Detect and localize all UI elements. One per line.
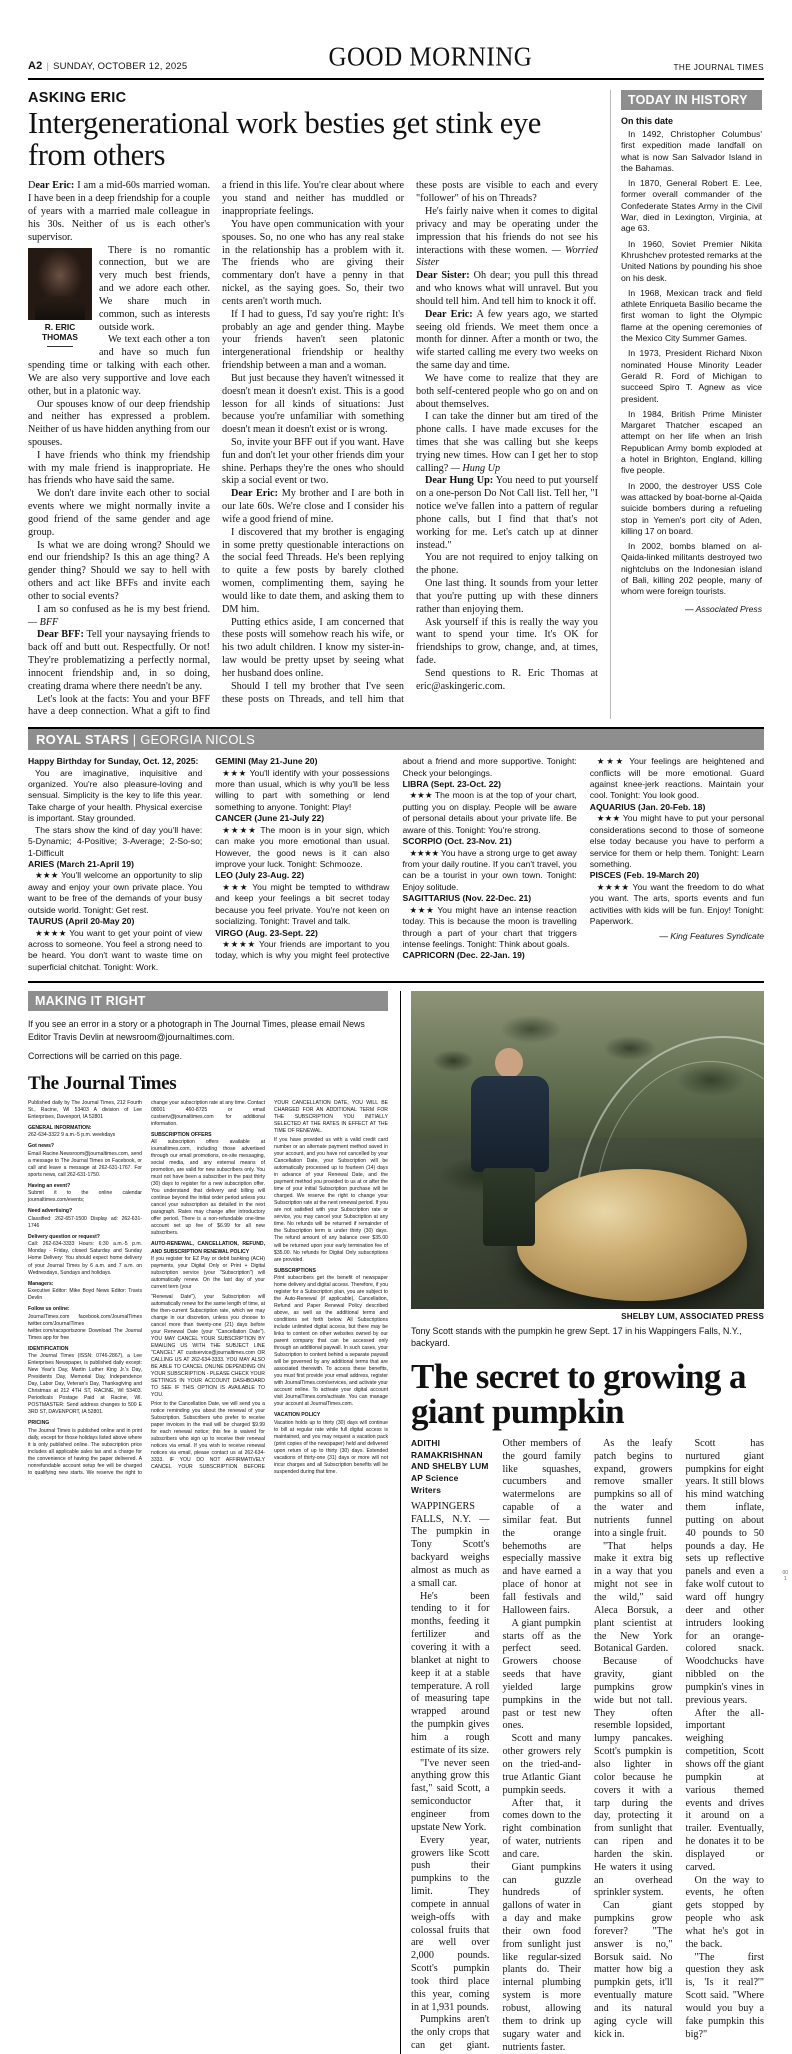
- author-photo-wrapper: [28, 248, 92, 348]
- making-it-right-block: [28, 991, 400, 2054]
- asking-eric-paragraph: We have come to realize that they are both self-centered people who go on and on about themselves.: [416, 372, 598, 410]
- horoscope-sign-text: ★★★ Your feelings are heightened and conflicts will be more emotional. Guard against knee-jerk reactions. Maintain your cool. Tonight: You look good.: [589, 756, 764, 801]
- horoscope-sign-text: ★★★★ The moon is in your sign, which can make you more emotional than usual. However, the good news is it can also improve your luck. Tonight: Schmooze.: [215, 824, 390, 870]
- pumpkin-story-paragraph: A giant pumpkin starts off as the perfect seed. Growers choose seeds that have yielded large pumpkins in the past or test new ones.: [502, 1617, 581, 1732]
- today-in-history-credit: — Associated Press: [684, 603, 762, 614]
- horoscope-columns: [28, 756, 764, 973]
- drop-cap: D: [28, 180, 36, 192]
- horoscope-sign-text: ★★★★ You want to get your point of view across to someone. You feel a strong need to be heard. You don't want to waste time on superficial chitchat. Tonight: Work.: [28, 927, 203, 972]
- horoscope-sign-text: ★★★★ You want the freedom to do what you want. The arts, sports events and fun activities with kids will be fun. Enjoy! Tonight: Paperwork.: [589, 881, 764, 927]
- horoscope-sign-text: ★★★ You might be tempted to withdraw and keep your feelings a bit secret today because you feel private. You're not keen on socializing. Tonight: Travel and talk.: [215, 881, 390, 927]
- masthead-title: GOOD MORNING: [328, 42, 533, 73]
- horoscope-sign-text: ★★★ You might have an intense reaction today. This is because the moon is travelling through a part of your chart that triggers intense feelings. Tonight: Think about goals.: [402, 904, 577, 949]
- photo-person-head: [495, 1048, 523, 1078]
- journal-times-section-head: IDENTIFICATION: [28, 1345, 69, 1352]
- page-fold-marker: 00 1: [782, 1570, 788, 1582]
- horoscope-stars-icon: ★★★★: [409, 847, 441, 858]
- today-in-history-entry: In 1960, Soviet Premier Nikita Khrushchev protested remarks at the United Nations by pounding his shoe on his desk.: [621, 238, 762, 283]
- asking-eric-paragraph: We text each other a ton and have so much fun spending time or talking with each other. We are also very supportive and love each other, but in a platonic way.: [28, 334, 210, 397]
- byline-organization: AP Science Writers: [411, 1473, 459, 1495]
- paragraph-lead: Dear Eric:: [231, 488, 279, 500]
- horoscope-credit: — King Features Syndicate: [659, 930, 764, 941]
- journal-times-section-body: Submit it to the online calendar journaltimes.com/events;: [28, 1190, 142, 1204]
- horoscope-birthday-text: You are imaginative, inquisitive and organized. You're also pleasure-loving and sensual. Simplicity is the key to life this year. Take charge of your health. Physical exercise is important. Stay grounded.: [28, 767, 203, 824]
- pumpkin-story-byline: [411, 1438, 490, 1497]
- asking-eric-paragraph: I am so confused as he is my best friend. — BFF: [28, 603, 210, 628]
- pumpkin-story-headline: The secret to growing a giant pumpkin: [411, 1356, 746, 1432]
- horoscope-sign-text: ★★★ The moon is at the top of your chart, putting you on display. People will be aware of personal details about your private life. Be aware of this. Tonight: You're strong.: [402, 790, 577, 835]
- journal-times-section-body: Print subscribers get the benefit of newspaper home delivery and digital access. Therefore, if you register for a Subscription plan, you are subject to the Auto-Renewal (if applicable), Cancellation, Refund and Paper Renewal Policy described above, as well as the additional terms and conditions set forth below. All Subscriptions include unlimited digital access, but there may be links to content on other websites owned by our parent company that can be accessed only through an additional paywall. In such cases, your Subscription to content behind a separate paywall will be governed by any additional terms that are associated therewith. To access these benefits, you must first provide your email address, register with JournalTimes.com/services, and activate your account online. To activate your digital account visit JournalTimes.com/activate. You can manage your account at JournalTimes.com.: [274, 1275, 388, 1408]
- asking-eric-paragraph: Dear Hung Up: You need to put yourself on a one-person Do Not Call list. Tell her, "I notice we've fallen into a pattern of regular phone calls, but I find that that's not working for me. Let's catch up at dinner instead.": [416, 475, 598, 551]
- making-it-right-bar: MAKING IT RIGHT: [28, 991, 388, 1011]
- masthead-left: [28, 60, 187, 72]
- journal-times-section-head: SUBSCRIPTION OFFERS: [151, 1131, 212, 1138]
- horoscope-key: The stars show the kind of day you'll have: 5-Dynamic; 4-Positive; 3-Average; 2-So-so; 1-Difficult: [28, 824, 203, 858]
- journal-times-section-body: If you register for EZ Pay or debit banking (ACH) payments, your Digital Only or Print + Digital subscription service (your "Subscription") will automatically renew. On the last day of your current term (your: [151, 1256, 265, 1291]
- journal-times-section-head: SUBSCRIPTIONS: [274, 1267, 316, 1274]
- journal-times-section-body: The Journal Times (ISSN: 0746-2867), a Lee Enterprises Newspaper, is published daily except: New Year's Day, Martin Luther King Jr.'s Day, Presidents Day, Memorial Day, Independence Day, Labor Day, Veteran's Day, Thanksgiving and Christmas at 212 4TH ST, RACINE, WI 53403. Periodicals Postage Paid at Racine, WI. POSTMASTER: Send address changes to 500 E 3RD ST, DAVENPORT, IA 52801.: [28, 1353, 142, 1416]
- journal-times-section-head: Got news?: [28, 1143, 55, 1150]
- today-in-history-subhead: On this date: [621, 116, 674, 126]
- asking-eric-paragraph: Should I tell my brother that I've seen these posts on Threads, and tell him that these posts are visible to each and every "follower" of his on Threads?: [222, 180, 598, 705]
- masthead-date: SUNDAY, OCTOBER 12, 2025: [53, 61, 188, 72]
- horoscope-sign-name: SCORPIO (Oct. 23-Nov. 21): [402, 836, 512, 847]
- horoscope-birthday-head: Happy Birthday for Sunday, Oct. 12, 2025:: [28, 756, 199, 767]
- horoscope-sign-name: AQUARIUS (Jan. 20-Feb. 18): [589, 801, 706, 812]
- royal-stars-bar: [28, 729, 764, 750]
- byline-authors: ADITHI RAMAKRISHNAN AND SHELBY LUM: [411, 1437, 489, 1472]
- asking-eric-paragraph: I can take the dinner but am tired of the phone calls. I have made excuses for the times that she was calling but she keeps trying new times. How can I get her to stop calling? — Hung Up: [416, 411, 598, 474]
- asking-eric-paragraph: I discovered that my brother is engaging in some pretty questionable interactions on the social feed Threads. He's been replying to quite a few posts by barely clothed women, complimenting them, saying he would like to date them, and asking them to DM him.: [222, 526, 404, 615]
- royal-stars-title: ROYAL STARS: [36, 732, 129, 748]
- horoscope-stars-icon: ★★★: [35, 870, 62, 881]
- making-it-right-note: Corrections will be carried on this page.: [28, 1051, 183, 1062]
- horoscope-sign-text: ★★★ You'll identify with your possessions more than usual, which is why you'll be less willing to part with something or lend something to anyone. Tonight: Play!: [215, 767, 390, 812]
- pumpkin-story-paragraph: "The first question they ask is, 'Is it real?'" Scott said. "Where would you buy a fake pumpkin this big?": [685, 1951, 764, 2040]
- asking-eric-paragraph: Let's look at the facts: You and your BFF have a deep connection. What a gift to find a friend in this life. You're clear about where you stand and neither has muddled or inappropriate feelings.: [28, 180, 404, 718]
- asking-eric-paragraph: You are not required to enjoy talking on the phone.: [416, 552, 598, 577]
- today-in-history-entries: [621, 129, 762, 598]
- pumpkin-story-paragraph: Scott and many other growers rely on the tried-and-true Atlantic Giant pumpkin seeds.: [502, 1733, 581, 1796]
- paragraph-lead: Dear BFF:: [37, 629, 84, 641]
- journal-times-section-head: Having an event?: [28, 1182, 71, 1189]
- photo-person-legs: [483, 1168, 535, 1246]
- journal-times-section-body: 262-634-3322 9 a.m.-5 p.m. weekdays: [28, 1132, 116, 1139]
- paragraph-lead: Dear Eric:: [425, 308, 473, 320]
- today-in-history-bar: TODAY IN HISTORY: [621, 90, 762, 110]
- journal-times-info-title: The Journal Times: [28, 1072, 177, 1094]
- royal-stars-pipe: |: [132, 732, 141, 748]
- asking-eric-paragraph: So, invite your BFF out if you want. Have fun and don't let your other friends dim your shine. Perhaps they're the ones who should skip a social event or two.: [222, 437, 404, 487]
- asking-eric-paragraph: If I had to guess, I'd say you're right: It's probably an age and gender thing. Maybe your friends haven't seen platonic intergenerational friendship or healthy friendship between a man and a woman.: [222, 308, 404, 372]
- journal-times-section-body: If you have provided us with a valid credit card number or an alternate payment method saved in your account, and you have not cancelled by your Cancellation Date, your Subscription will be automatically processed up to fourteen (14) days in advance of your Renewal Date, and the payment method you provided to us at or after the time of your initial Subscription purchase will be charged. We reserve the right to change your Subscription rate at the next renewal period. If you are not satisfied with your Subscription rate or service, you may cancel your Subscription at any time. No refunds will be returned if remainder of the Subscription term is under thirty (30) days. The refund amount of any balance over $35.00 will be returned upon your early termination fee of $35.00. No refunds for Digital Only subscriptions are provided.: [274, 1137, 388, 1263]
- paragraph-signature: — Worried Sister: [416, 244, 599, 269]
- horoscope-sign-text: ★★★ You might have to put your personal considerations second to those of someone else today because you have to perform a service for them or help them. Tonight: Learn something.: [589, 813, 764, 870]
- today-in-history-entry: In 1984, British Prime Minister Margaret Thatcher escaped an attempt on her life when an Irish Republican Army bomb exploded at a hotel in Brighton, England, killing five people.: [621, 408, 762, 476]
- asking-eric-columns: [28, 180, 598, 719]
- section-divider-2: [28, 981, 764, 983]
- horoscope-sign-name: LIBRA (Sept. 23-Oct. 22): [402, 779, 502, 790]
- journal-times-section-head: PRICING: [28, 1420, 50, 1427]
- journal-times-info-columns: [28, 1100, 388, 1477]
- making-it-right-body: If you see an error in a story or a photograph in The Journal Times, please email News Editor Travis Devlin at newsroom@journaltimes.com.: [28, 1019, 365, 1042]
- asking-eric-paragraph: Dear Eric: My brother and I are both in our late 60s. We're close and I consider his wife a good friend of mine.: [222, 488, 404, 525]
- asking-eric-paragraph: Dear BFF: Tell your naysaying friends to back off and butt out. Respectfully. Or not! They're problematizing a perfectly normal, innocent friendship and, in so doing, creating drama where there needn't be any.: [28, 629, 210, 692]
- masthead-paper-name: THE JOURNAL TIMES: [673, 63, 764, 72]
- today-in-history-entry: In 1492, Christopher Columbus' first expedition made landfall on what is now San Salvador Island in the Bahamas.: [621, 129, 762, 173]
- photo-person: [467, 1048, 553, 1244]
- horoscope-stars-icon: ★★★: [409, 790, 435, 801]
- horoscope-stars-icon: ★★★★: [222, 824, 261, 835]
- journal-times-section-body: Classified: 262-657-1500 Display ad: 262-631-1746: [28, 1215, 142, 1229]
- pumpkin-story-paragraph: Giant pumpkins can guzzle hundreds of gallons of water in a day and make their own food from sunlight just like regular-sized plants do. Their internal plumbing system is more robust, allowing them to drink up sugary water and nutrients faster.: [502, 1861, 581, 2053]
- author-rule: [47, 346, 73, 347]
- journal-times-section-head: Delivery question or request?: [28, 1233, 100, 1240]
- asking-eric-headline: Intergenerational work besties get stink eye from others: [28, 106, 541, 172]
- paragraph-signature: — Hung Up: [450, 462, 501, 474]
- pumpkin-story-paragraph: Pumpkins aren't the only crops that can get giant. Other members of the gourd family like squashes, cucumbers and watermelons are capable of a similar feat. But the orange behemoths are especially massive and have earned a place of honor at fall festivals and Halloween fairs.: [411, 1437, 581, 2052]
- today-in-history-entry: In 2002, bombs blamed on al-Qaida-linked militants destroyed two nightclubs on the Indonesian island of Bali, killing 202 people, many of whom were foreign tourists.: [621, 541, 762, 597]
- asking-eric-paragraph: Putting ethics aside, I am concerned that these posts will somehow reach his wife, or his two adult children. I know my sister-in-law would be pretty upset by seeing what her husband does online.: [222, 616, 404, 679]
- pumpkin-photo: [411, 991, 764, 1309]
- journal-times-section-body: Email Racine.Newsroom@journaltimes.com, send a message to The Journal Times on Facebook, or call and leave a message at 262-631-1767. For sports news, call 262-631-1750.: [28, 1150, 142, 1178]
- asking-eric-paragraph: Our spouses know of our deep friendship and neither has expressed a problem. Neither of us have hidden anything from our spouses.: [28, 398, 210, 448]
- horoscope-sign-text: ★★★★ Your friends are important to you today, which is why you might feel protective about a friend and more supportive. Tonight: Check your belongings.: [215, 756, 577, 961]
- asking-eric-paragraph: There is no romantic connection, but we are very much best friends, and we adore each other. We share much in common, such as interests outside work.: [99, 244, 210, 333]
- pumpkin-story-columns: [411, 1438, 764, 2054]
- journal-times-section-body: Call: 262-634-3333 Hours: 6:30 a.m.-5 p.m. Monday - Friday, closed Saturday and Sunday Home Delivery: You should expect home delivery of your Journal Times by 6 a.m. and 7 a.m. on Wednesdays, Sundays and holidays.: [28, 1241, 142, 1276]
- author-name: R. ERIC THOMAS: [42, 321, 78, 342]
- asking-eric-paragraph: Dear Sister: Oh dear; you pull this thread and who knows what will unravel. But you should tell him. And tell him to knock it off.: [416, 270, 598, 307]
- journal-times-section-body: JournalTimes.com facebook.com/JournalTimes twitter.com/JournalTimes twitter.com/racsportszone Download The Journal Times app for free: [28, 1313, 142, 1341]
- asking-eric-article: [28, 90, 610, 719]
- horoscope-sign-name: ARIES (March 21-April 19): [28, 859, 135, 870]
- horoscope-sign-name: GEMINI (May 21-June 20): [215, 756, 318, 767]
- photo-person-torso: [471, 1076, 549, 1172]
- horoscope-sign-text: ★★★★ You have a strong urge to get away from your daily routine. If you can't travel, you can be a tourist in your own town. Tonight: Enjoy solitude.: [402, 847, 577, 892]
- horoscope-sign-name: LEO (July 23-Aug. 22): [215, 870, 305, 881]
- today-in-history-entry: In 1870, General Robert E. Lee, former overall commander of the Confederate States Army in the Civil War, died in Lexington, Virginia, at age 63.: [621, 178, 762, 234]
- pumpkin-story-paragraph: Every year, growers like Scott push their pumpkins to the limit. They compete in annual weigh-offs with colossal fruits that are well over 2,000 pounds. Scott's pumpkin took third place this year, coming in at 1,931 pounds.: [411, 1834, 490, 2013]
- today-in-history-sidebar: [610, 90, 762, 719]
- journal-times-section-head: GENERAL INFORMATION:: [28, 1124, 92, 1131]
- horoscope-sign-name: VIRGO (Aug. 23-Sept. 22): [215, 927, 318, 938]
- horoscope-stars-icon: ★★★★: [222, 938, 260, 949]
- asking-eric-kicker: ASKING ERIC: [28, 90, 127, 106]
- paragraph-lead: Dear Hung Up:: [425, 475, 494, 487]
- asking-eric-paragraph: We don't dare invite each other to social events where we might normally invite a good friend of the same gender and age group.: [28, 488, 210, 538]
- author-photo-shoulders: [35, 296, 85, 320]
- journal-times-section-body: "Renewal Date"), your Subscription will automatically renew for the same length of time, at the then-current Subscription rate, which we may change in our discretion, unless you choose to cancel more than twenty-one (21) days before your Renewal Date (your "Cancellation Date"). YOU MAY CANCEL YOUR SUBSCRIPTION BY EMAILING US WITH THE SUBJECT LINE "CANCEL" AT custservice@journaltimes.com OR CALLING US AT 262-634-3333. YOU MAY ALSO BE ABLE TO CANCEL ONLINE DEPENDING ON YOUR SUBSCRIPTION - PLEASE CHECK YOUR SETTINGS IN YOUR ACCOUNT DASHBOARD TO SEE IF THIS OPTION IS AVAILABLE TO YOU.: [151, 1293, 265, 1398]
- journal-times-section-head: Follow us online:: [28, 1306, 70, 1313]
- horoscope-stars-icon: ★★★: [596, 813, 623, 824]
- horoscope-stars-icon: ★★★: [222, 767, 250, 778]
- pumpkin-photo-block: [400, 991, 764, 2054]
- masthead: [28, 0, 764, 80]
- author-photo: [28, 248, 92, 320]
- journal-times-section-body: Prior to the Cancellation Date, we will send you a notice reminding you about the renewal of your Subscription. Subscribers who prefer to receive paper invoices in the mail will be charged $9.99 for each renewal notice; this fee is waived for subscribers who sign up to receive their renewal notices via email. If you wish to receive renewal notices via email, please contact us at 262-634-3333. IF YOU DO NOT AFFIRMATIVELY CANCEL YOUR SUBSCRIPTION BEFORE YOUR CANCELLATION DATE, YOU WILL BE CHARGED FOR AN ADDITIONAL TERM FOR THE SUBSCRIPTION YOU INITIALLY SELECTED AT THE RATES IN EFFECT AT THE TIME OF RENEWAL.: [151, 1099, 388, 1471]
- pumpkin-story-paragraph: "That helps make it extra big in a way that you might not see in the wild," said Aleca Borsuk, a plant scientist at the New York Botanical Garden.: [594, 1540, 673, 1655]
- paragraph-lead: ear Eric:: [35, 180, 75, 192]
- journal-times-section-body: All subscription offers available at iournaltimes.com, including those advertised through our email promotions, on-site messaging, social media, and any external means of promotion, are valid for new subscribers only. You must not have been a subscriber in the past thirty (30) days to register for a new subscription offer. You understand that delivery and billing will continue beyond the initial order period unless you cancel your subscription as detailed in the next paragraph. Rates may change after introductory offer period. There is a non-refundable one-time account set up fee of $6.99 for all new subscribers.: [151, 1139, 265, 1237]
- horoscope-stars-icon: ★★★★: [35, 927, 70, 938]
- journal-times-section-body: Executive Editor: Mike Boyd News Editor: Travis Devlin: [28, 1288, 142, 1302]
- pumpkin-story-paragraph: He's been tending to it for months, feeding it fertilizer and covering it with a blanket at night to keep it at a stable temperature. A roll of measuring tape wrapped around the pumpkin gives him a rough estimate of its size.: [411, 1590, 490, 1756]
- today-in-history-entry: In 1973, President Richard Nixon nominated House Minority Leader Gerald R. Ford of Michigan to succeed Spiro T. Agnew as vice president.: [621, 348, 762, 404]
- pumpkin-story-paragraph: After the all-important weighing competition, Scott shows off the giant pumpkin at various themed events and drives it around on a trailer. Eventually, he donates it to be displayed or carved.: [685, 1707, 764, 1873]
- journal-times-section-head: Managers:: [28, 1280, 54, 1287]
- top-section: [28, 80, 764, 719]
- pumpkin-story-paragraph: As the leafy patch begins to expand, growers remove smaller pumpkins so all of the water and nutrients funnel into a single fruit.: [594, 1437, 673, 1539]
- horoscope-sign-name: CAPRICORN (Dec. 22-Jan. 19): [402, 950, 525, 961]
- asking-eric-paragraph: He's fairly naive when it comes to digital privacy and may be operating under the impression that his friends do not see his interactions with these women. — Worried Sister: [416, 206, 599, 269]
- journal-times-section-body: Vacation holds up to thirty (30) days will continue to bill at regular rate while full digital access is maintained, and you may request a vacation pack (print copies of the newspaper) held and delivered upon return of up to thirty (30) days. Extended vacations of thirty-one (31) days or more will not incur charges and all Subscription benefits will be suspended during that time.: [274, 1419, 388, 1475]
- horoscope-stars-icon: ★★★: [596, 756, 630, 767]
- photo-caption: Tony Scott stands with the pumpkin he grew Sept. 17 in his Wappingers Falls, N.Y., backyard.: [411, 1326, 742, 1349]
- asking-eric-paragraph: One last thing. It sounds from your letter that you're putting up with these dinners rather than enjoying them.: [416, 578, 598, 615]
- photo-credit: SHELBY LUM, ASSOCIATED PRESS: [621, 1312, 764, 1322]
- asking-eric-paragraph: Ask yourself if this is really the way you want to spend your time. It's OK for friendships to grow, change, and, at times, fade.: [416, 616, 598, 667]
- paragraph-signature: — BFF: [28, 616, 59, 628]
- pumpkin-story-paragraph: "I've never seen anything grow this fast," said Scott, a semiconductor engineer from upstate New York.: [411, 1757, 490, 1833]
- horoscope-sign-text: ★★★ You'll welcome an opportunity to slip away and enjoy your own private place. You want to be free of the demands of your busy outside world. Tonight: Get rest.: [28, 870, 203, 915]
- asking-eric-paragraph: Is what we are doing wrong? Should we end our friendship? Is this an age thing? A gender thing? Should we say to hell with others and act like BFFs and invite each other to social events?: [28, 539, 210, 602]
- lower-section: [28, 991, 764, 2054]
- pumpkin-story-paragraph: After that, it comes down to the right combination of water, nutrients and care.: [502, 1797, 581, 1860]
- journal-times-section-head: Need advertising?: [28, 1208, 73, 1215]
- paragraph-lead: Dear Sister:: [416, 270, 470, 282]
- pumpkin-story-paragraph: Because of gravity, giant pumpkins grow wide but not tall. They often resemble lopsided, lumpy pancakes. Scott's pumpkin is also lighter in color because he covers it with a tarp during the day, protecting it from sunlight that can ripen and harden the skin. He waters it using an overhead sprinkler system.: [594, 1656, 673, 1899]
- journal-times-section-body: The Journal Times is published online and in print daily, except for those holidays listed above where it is only published online. The subscription price includes all applicable sales tax and a charge for the convenience of having the paper delivered. A nonrefundable account setup fee will be charged to qualifying new starts. We reserve the right to change your subscription rate at any time. Contact 08001 460-8725 or email custserv@journaltimes.com for additional information.: [28, 1099, 265, 1476]
- asking-eric-paragraph: Dear Eric: A few years ago, we started seeing old friends. We meet them once a month for dinner. After a month or two, the wife started calling me every two weeks on the same day and time.: [416, 308, 599, 372]
- asking-eric-paragraph: But just because they haven't witnessed it doesn't mean it doesn't exist. This is a good lesson for all kinds of situations: Just because you're unfamiliar with something doesn't mean it doesn't exist or is wrong.: [222, 372, 404, 436]
- asking-eric-paragraph: I have friends who think my friendship with my male friend is inappropriate. He has friends who have said the same.: [28, 449, 210, 487]
- horoscope-sign-name: PISCES (Feb. 19-March 20): [589, 870, 700, 881]
- masthead-separator: |: [46, 61, 50, 72]
- pumpkin-story-paragraph: Scott has nurtured giant pumpkins for eight years. It still blows his mind watching them inflate, putting on about 40 pounds to 50 pounds a day. He sets up reflective panels and even a fake wolf cutout to ward off hungry deer and other intruders looking for an orange-colored snack. Woodchucks have nibbled on the pumpkin's vines in previous years.: [685, 1437, 764, 1706]
- royal-stars-author: GEORGIA NICOLS: [140, 732, 255, 748]
- pumpkin-story-paragraph: WAPPINGERS FALLS, N.Y. — The pumpkin in Tony Scott's backyard weighs almost as much as a small car.: [411, 1500, 490, 1589]
- horoscope-stars-icon: ★★★: [222, 881, 253, 892]
- journal-times-section-head: VACATION POLICY: [274, 1412, 321, 1419]
- today-in-history-entry: In 1968, Mexican track and field athlete Enriqueta Basilio became the first woman to light the Olympic flame at the opening ceremonies of the Mexico City Summer Games.: [621, 287, 762, 344]
- asking-eric-paragraph: You have open communication with your spouses. So, no one who has any real stake in the relationship has a problem with it. The friends who are giving their commentary don't have a penny in that nickel, as the saying goes. So, their two cents aren't worth much.: [222, 218, 404, 307]
- horoscope-sign-name: SAGITTARIUS (Nov. 22-Dec. 21): [402, 893, 532, 904]
- pumpkin-story-paragraph: Can giant pumpkins grow forever? "The answer is no," Borsuk said. No matter how big a pumpkin gets, it'll eventually mature and its natural aging cycle will kick in.: [594, 1900, 673, 2040]
- horoscope-stars-icon: ★★★★: [596, 881, 633, 892]
- horoscope-sign-name: CANCER (June 21-July 22): [215, 813, 325, 824]
- horoscope-stars-icon: ★★★: [409, 904, 438, 915]
- asking-eric-paragraph: Dear Eric: I am a mid-60s married woman. I have been in a deep friendship for a couple of years with a married male colleague in his 30s. Neither of us is each other's supervisor.: [28, 180, 211, 243]
- horoscope-sign-name: TAURUS (April 20-May 20): [28, 916, 135, 927]
- journal-times-section-head: AUTO-RENEWAL, CANCELLATION, REFUND, AND SUBSCRIPTION RENEWAL POLICY: [151, 1241, 265, 1255]
- today-in-history-entry: In 2000, the destroyer USS Cole was attacked by boat-borne al-Qaida suicide bombers during a refueling stop in Yemen's port city of Aden, killing 17 on board.: [621, 480, 762, 536]
- journal-times-published: Published daily by The Journal Times, 212 Fourth St., Racine, WI 53403 A division of Lee Enterprises, Davenport, IA 52801: [28, 1099, 142, 1120]
- pumpkin-story-paragraph: On the way to events, he often gets stopped by people who ask what he's got in the back.: [685, 1874, 764, 1950]
- asking-eric-paragraph: Send questions to R. Eric Thomas at eric@askingeric.com.: [416, 667, 598, 692]
- page-number: A2: [28, 60, 43, 72]
